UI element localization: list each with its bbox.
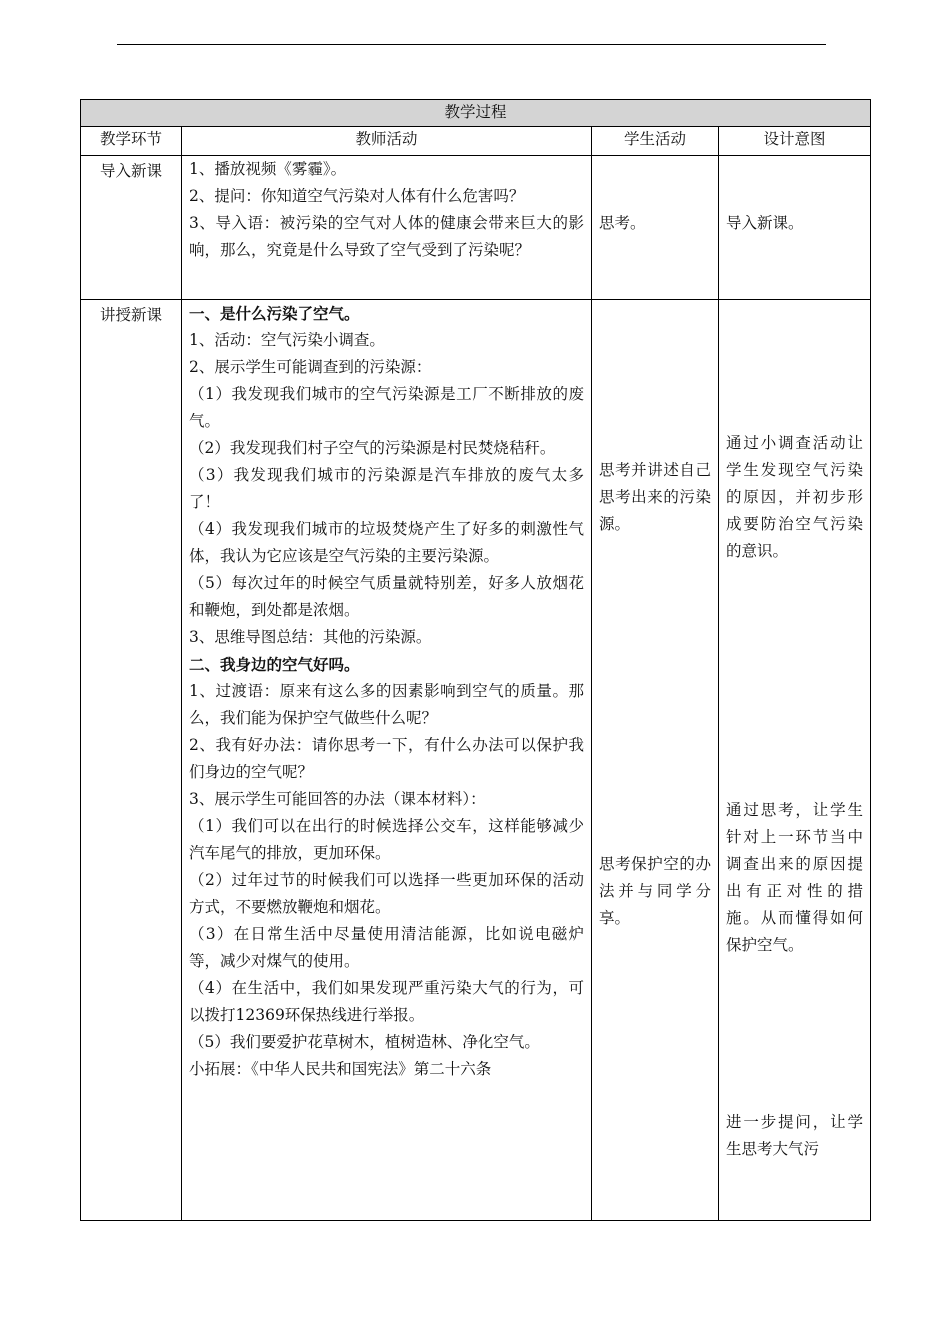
list-item: （5）我们要爱护花草树木，植树造林、净化空气。 <box>189 1033 540 1051</box>
teacher-intro-line: 3、导入语：被污染的空气对人体的健康会带来巨大的影响，那么，究竟是什么导致了空气受到了污染呢？ <box>189 214 584 259</box>
lesson-table <box>80 99 871 1221</box>
header-student: 学生活动 <box>592 127 719 156</box>
table-row-intro <box>81 156 871 300</box>
intent-note: 通过小调查活动让学生发现空气污染的原因，并初步形成要防治空气污染的意识。 <box>726 434 864 560</box>
intent-new <box>719 300 871 1221</box>
table-title-row <box>81 100 871 127</box>
list-item: （4）在生活中，我们如果发现严重污染大气的行为，可以拨打12369环保热线进行举报。 <box>189 979 584 1024</box>
list-item: （2）过年过节的时候我们可以选择一些更加环保的活动方式，不要燃放鞭炮和烟花。 <box>189 871 584 916</box>
teacher-new <box>182 300 592 1221</box>
teacher-intro-line: 2、提问：你知道空气污染对人体有什么危害吗？ <box>189 187 525 205</box>
header-stage: 教学环节 <box>81 127 182 156</box>
table-title: 教学过程 <box>81 100 871 127</box>
student-new <box>592 300 719 1221</box>
list-item: （1）我发现我们城市的空气污染源是工厂不断排放的废气。 <box>189 385 584 430</box>
intent-intro: 导入新课。 <box>719 156 871 300</box>
header-teacher: 教师活动 <box>182 127 592 156</box>
list-item: 3、展示学生可能回答的办法（课本材料）： <box>189 790 486 808</box>
student-note: 思考并讲述自己思考出来的污染源。 <box>599 461 711 533</box>
stage-intro: 导入新课 <box>81 156 182 300</box>
list-item: （3）我发现我们城市的污染源是汽车排放的废气太多了！ <box>189 466 584 511</box>
teacher-intro <box>182 156 592 300</box>
teacher-intro-line: 1、播放视频《雾霾》。 <box>189 160 347 178</box>
header-rule <box>117 44 826 45</box>
list-item: 1、过渡语：原来有这么多的因素影响到空气的质量。那么，我们能为保护空气做些什么呢？ <box>189 682 584 727</box>
list-item: （3）在日常生活中尽量使用清洁能源，比如说电磁炉等，减少对煤气的使用。 <box>189 925 584 970</box>
list-item: 2、展示学生可能调查到的污染源： <box>189 358 432 376</box>
list-item: 小拓展：《中华人民共和国宪法》第二十六条 <box>189 1060 492 1078</box>
list-item: （1）我们可以在出行的时候选择公交车，这样能够减少汽车尾气的排放，更加环保。 <box>189 817 584 862</box>
header-intent: 设计意图 <box>719 127 871 156</box>
list-item: 2、我有好办法：请你思考一下，有什么办法可以保护我们身边的空气呢？ <box>189 736 584 781</box>
table-row-new <box>81 300 871 1221</box>
student-intro: 思考。 <box>592 156 719 300</box>
section-title: 一、是什么污染了空气。 <box>189 304 360 323</box>
student-note: 思考保护空的办法并与同学分享。 <box>599 855 711 927</box>
section-title: 二、我身边的空气好吗。 <box>189 655 360 674</box>
intent-note: 通过思考，让学生针对上一环节当中调查出来的原因提出有正对性的措施。从而懂得如何保护空气。 <box>726 801 864 954</box>
list-item: （4）我发现我们城市的垃圾焚烧产生了好多的刺激性气体，我认为它应该是空气污染的主要污染源。 <box>189 520 584 565</box>
list-item: 1、活动：空气污染小调查。 <box>189 331 385 349</box>
stage-new: 讲授新课 <box>81 300 182 1221</box>
list-item: 3、思维导图总结：其他的污染源。 <box>189 628 432 646</box>
table-header-row <box>81 127 871 156</box>
list-item: （2）我发现我们村子空气的污染源是村民焚烧秸秆。 <box>189 439 556 457</box>
intent-note: 进一步提问，让学生思考大气污 <box>726 1113 864 1158</box>
list-item: （5）每次过年的时候空气质量就特别差，好多人放烟花和鞭炮，到处都是浓烟。 <box>189 574 584 619</box>
